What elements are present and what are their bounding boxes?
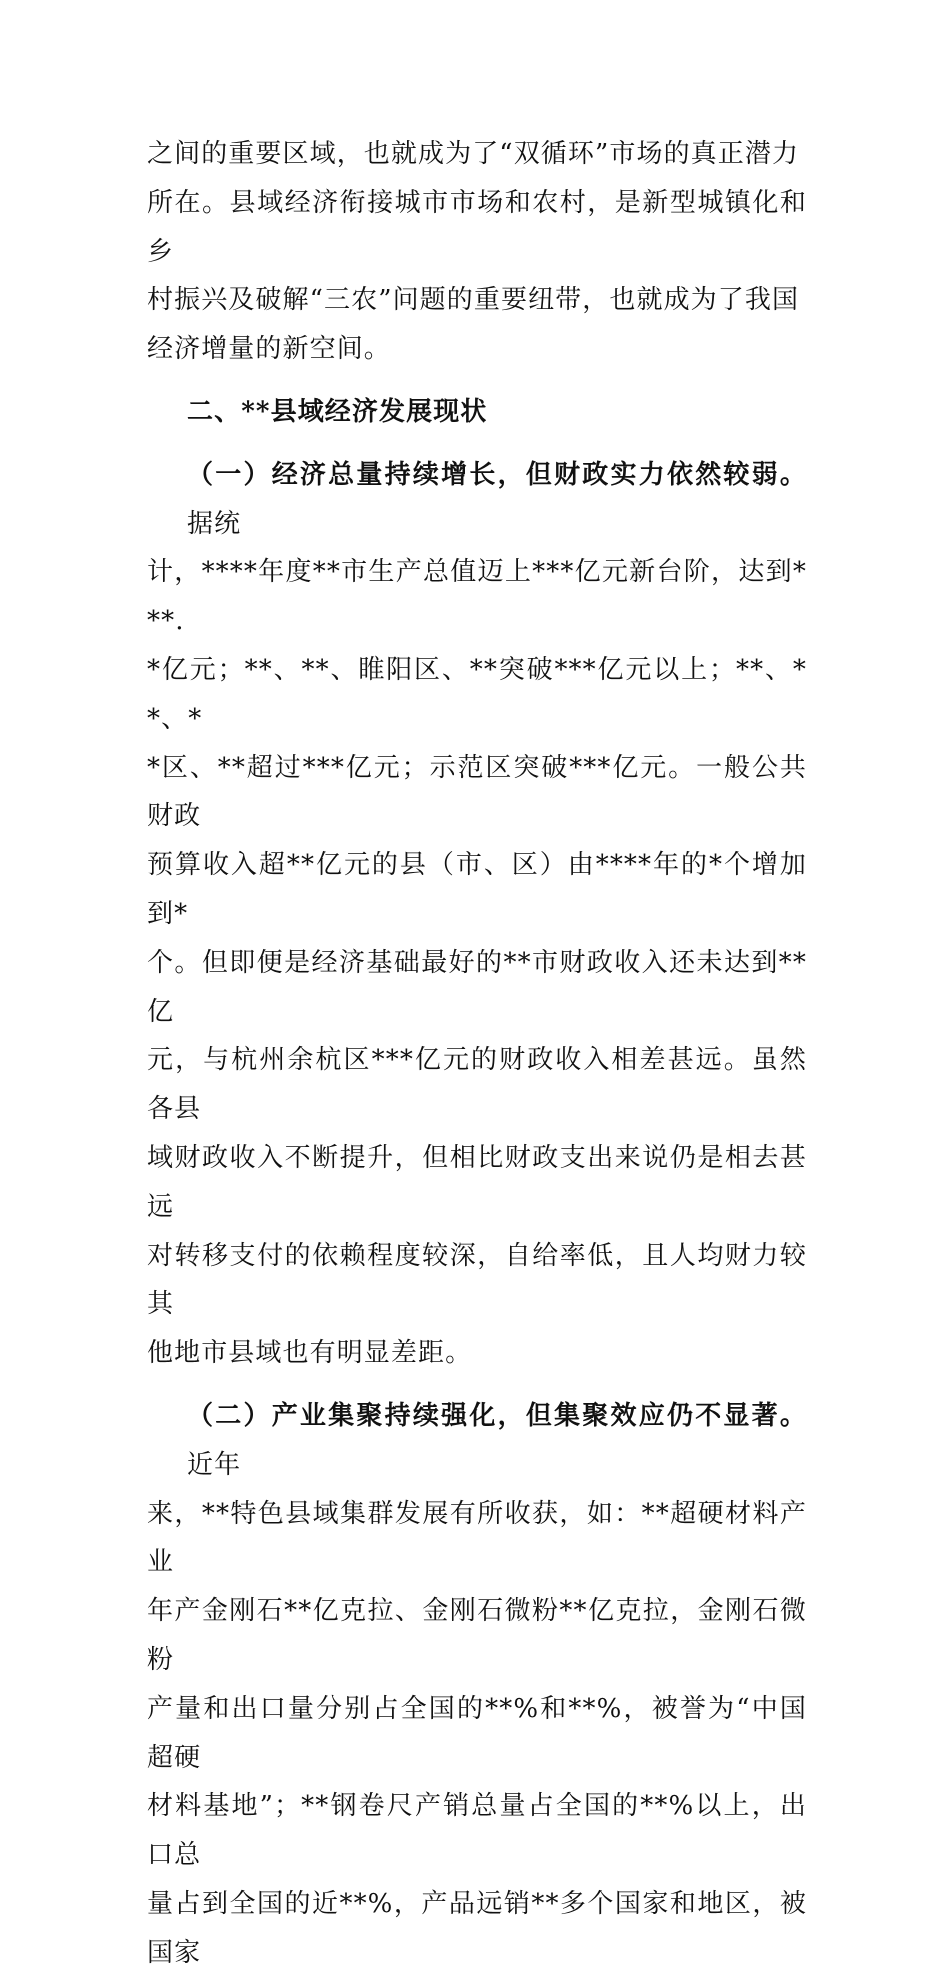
text-line: 材料基地”；**钢卷尺产销总量占全国的**%以上，出口总 [147,1791,807,1871]
text-line: 之间的重要区域，也就成为了“双循环”市场的真正潜力 [147,139,800,169]
paragraph-lead: （一）经济总量持续增长，但财政实力依然较弱。 [187,459,807,490]
paragraph-economic-total [147,451,807,1378]
text-line: *亿元；**、**、睢阳区、**突破***亿元以上；**、**、* [147,654,807,734]
text-line: *区、**超过***亿元；示范区突破***亿元。一般公共财政 [147,752,807,832]
text-line: 年产金刚石**亿克拉、金刚石微粉**亿克拉，金刚石微粉 [147,1596,807,1675]
text-line: 计，****年度**市生产总值迈上***亿元新台阶，达到***. [147,557,807,637]
text-line: 来，**特色县域集群发展有所收获，如：**超硬材料产业 [147,1498,807,1578]
section-heading: 二、**县域经济发展现状 [187,396,488,427]
text-line: 预算收入超**亿元的县（市、区）由****年的*个增加到* [147,850,807,929]
text-line: 量占到全国的近**%，产品远销**多个国家和地区，被国家 [147,1888,807,1968]
text-fragment: 近年 [187,1449,242,1480]
paragraph-industry-cluster [147,1392,807,1977]
text-line [147,451,807,549]
text-line: 元，与杭州余杭区***亿元的财政收入相差甚远。虽然各县 [147,1045,807,1125]
text-line: 域财政收入不断提升，但相比财政支出来说仍是相去甚远 [147,1142,807,1222]
text-line: 产量和出口量分别占全国的**%和**%，被誉为“中国超硬 [147,1693,807,1773]
text-line: 所在。县域经济衔接城市市场和农村，是新型城镇化和乡 [147,187,807,267]
paragraph-intro-continued [147,130,807,374]
text-line: 经济增量的新空间。 [147,334,391,365]
text-line: 他地市县域也有明显差距。 [147,1338,473,1369]
text-line: 个。但即便是经济基础最好的**市财政收入还未达到**亿 [147,947,807,1027]
text-line: 村振兴及破解“三农”问题的重要纽带，也就成为了我国 [147,285,800,316]
paragraph-lead: （二）产业集聚持续强化，但集聚效应仍不显著。 [187,1400,807,1431]
document-page [147,130,807,1977]
text-line: 对转移支付的依赖程度较深，自给率低，且人均财力较其 [147,1240,807,1320]
text-line [147,1392,807,1490]
text-fragment: 据统 [187,508,242,539]
